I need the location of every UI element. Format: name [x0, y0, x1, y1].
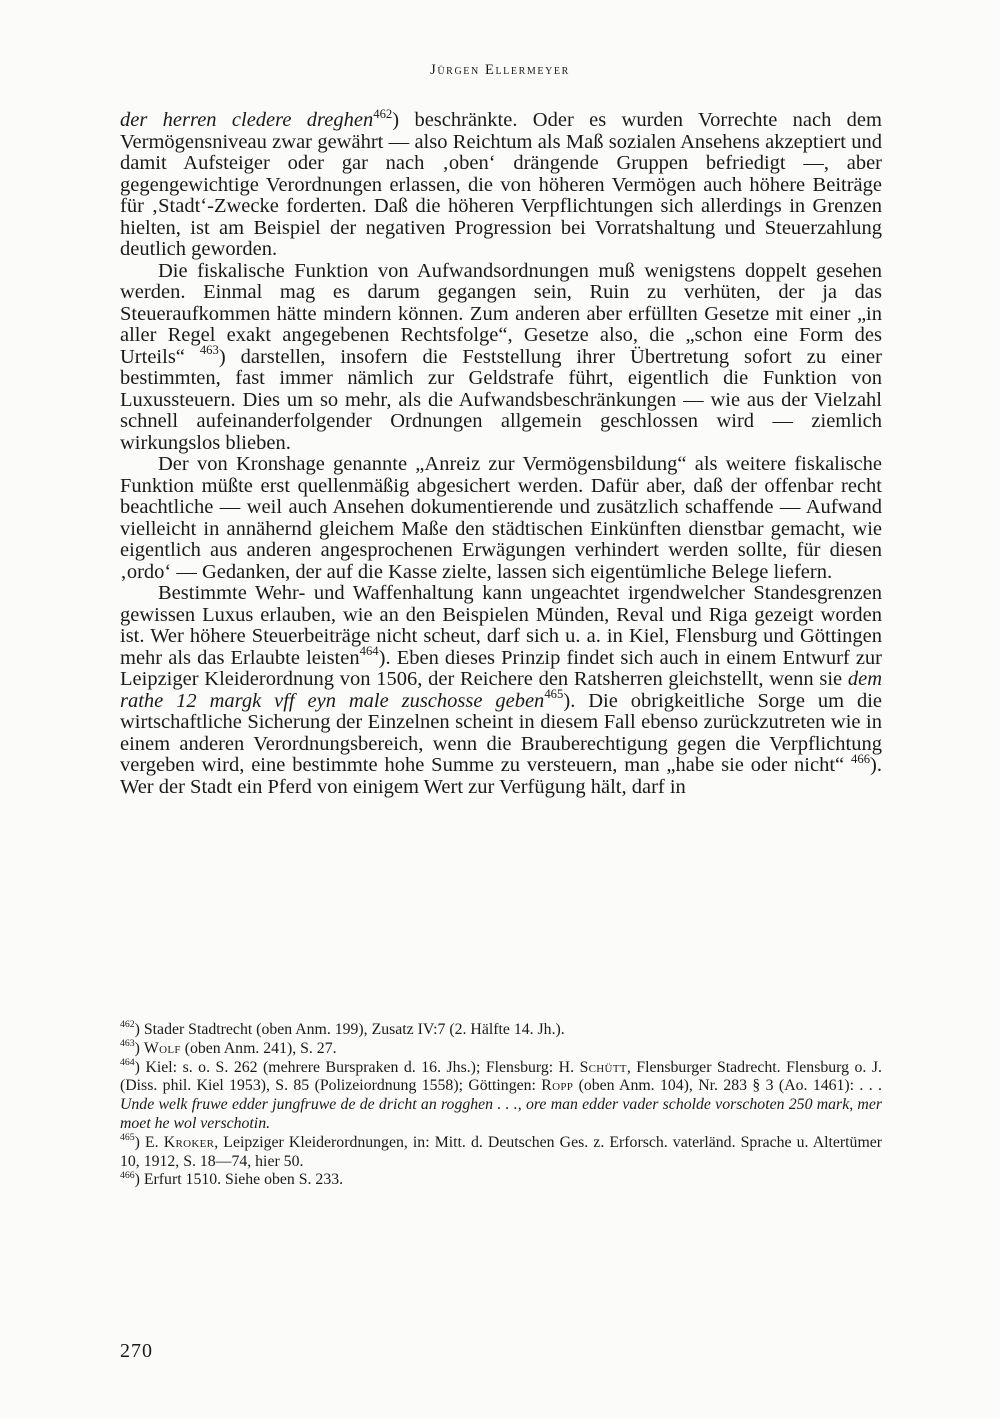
footnote-text: , Flensburger Stadrecht. Flensburg o. J. (Diss. phil. Kiel 1953), S. 85 (Polizeiordnung 1558); Göttingen:	[120, 1058, 883, 1095]
paragraph-3	[120, 454, 882, 583]
paragraph-text: ). Die obrigkeitliche Sorge um die wirtschaftliche Sicherung der Einzelnen scheint in diesem Fall ebenso zurückzutreten wie in einem anderen Verordnungsbereich, wenn die Brauberechtigung gegen die Verpflichtung vergeben wird, eine bestimmte hohe Summe zu versteuern, man „habe sie oder nicht“	[120, 689, 882, 776]
author-name: Schütt	[579, 1058, 627, 1076]
main-text	[120, 106, 883, 798]
footnote-text: (oben Anm. 104), Nr. 283 § 3 (Ao. 1461): . . .	[573, 1077, 883, 1095]
footnote-ref: 462	[373, 106, 393, 121]
footnote-462	[120, 1021, 882, 1040]
footnote-text: ) E.	[134, 1133, 164, 1151]
footnote-text: ) Stader Stadtrecht (oben Anm. 199), Zusatz IV:7 (2. Hälfte 14. Jh.).	[134, 1021, 565, 1038]
footnote-466	[120, 1171, 882, 1190]
author-name: Wolf	[143, 1039, 181, 1057]
paragraph-text: Der von Kronshage genannte „Anreiz zur Vermögensbildung“ als weitere fiskalische Funktion müßte erst quellenmäßig abgesichert werden. Dafür aber, daß der offenbar recht beachtliche — weil auch Ansehen dokumentierende und zusätzlich schaffende — Aufwand vielleicht in annähernd gleichem Maße den städtischen Einkünften dienstbar gemacht, wie eigentlich aus anderen angesprochenen Erwägungen verhindert werden sollte, für diesen ‚ordo‘ — Gedanken, der auf die Kasse zielte, lassen sich eigentümliche Belege liefern.	[120, 453, 882, 583]
page-number: 270	[120, 1340, 153, 1362]
paragraph-text: ) darstellen, insofern die Feststellung ihrer Übertretung sofort zu einer bestimmten, fast immer nämlich zur Geldstrafe führt, eigentlich die Funktion von Luxussteuern. Dies um so mehr, als die Aufwandsbeschränkungen — wie aus der Vielzahl schnell aufeinanderfolgender Ordnungen allgemein geschlossen wird — ziemlich wirkungslos blieben.	[120, 345, 882, 454]
footnote-463: $^{463}$) Wolf (oben Anm. 241), S. 27.	[120, 1038, 337, 1057]
footnote-number: 466	[120, 1169, 135, 1181]
footnote-text: ) Erfurt 1510. Siehe oben S. 233.	[134, 1171, 344, 1189]
footnote-464	[120, 1056, 883, 1134]
italic-quote: Unde welk fruwe edder jungfruwe de de dricht an rogghen . . ., ore man edder vader scholde vorschoten 250 mark, mer moet he wol verschotin.	[120, 1096, 882, 1132]
paragraph-text: ). Wer der Stadt ein Pferd von einigem Wert zur Verfügung hält, darf in	[120, 754, 882, 798]
paragraph-text: ) beschränkte. Oder es wurden Vorrechte nach dem Vermögensniveau zwar gewährt — also Reichtum als Maß sozialen Ansehens akzeptiert und damit Aufsteiger oder gar nach ‚oben‘ drängende Gruppen befriedigt —, aber gegengewichtige Verordnungen erlassen, die von höheren Vermögen auch höhere Beiträge für ‚Stadt‘-Zwecke forderten. Daß die höheren Verpflichtungen sich allerdings in Grenzen hielten, ist am Beispiel der negativen Progression bei Vorratshaltung und Steuerzahlung deutlich geworden.	[120, 109, 882, 260]
running-header: Jürgen Ellermeyer	[430, 62, 570, 78]
paragraph-text: Die fiskalische Funktion von Aufwandsordnungen muß wenigstens doppelt gesehen werden. Einmal mag es darum gegangen sein, Ruin zu verhüten, der ja das Steueraufkommen hätte mindern können. Zum anderen aber erfüllten Gesetze mit einer „in aller Regel exakt angegebenen Rechtsfolge“, Gesetze also, die „schon eine Form des Urteils“	[120, 259, 882, 368]
footnote-number: 464	[120, 1056, 135, 1068]
footnote-ref: 466	[850, 751, 871, 766]
author-name: Ropp	[541, 1077, 574, 1095]
footnote-465	[120, 1134, 882, 1172]
footnote-ref: 464	[359, 644, 379, 659]
footnote-number: 463	[120, 1038, 135, 1050]
footnote-text: (oben Anm. 241), S. 27.	[180, 1039, 337, 1057]
author-name: Kroker	[163, 1133, 215, 1151]
footnote-text: ) Kiel: s. o. S. 262 (mehrere Burspraken d. 16. Jhs.); Flensburg: H.	[134, 1058, 580, 1076]
footnote-text: , Leipziger Kleiderordnungen, in: Mitt. d. Deutschen Ges. z. Erforsch. vaterländ. Sprache u. Altertümer 10, 1912, S. 18—74, hier 50.	[120, 1133, 882, 1170]
footnote-number: 465	[120, 1132, 135, 1144]
footnotes	[120, 1021, 882, 1190]
italic-quote: der herren cledere dreghen	[120, 109, 374, 131]
footnote-ref: 463	[199, 343, 219, 358]
paragraph-text: Bestimmte Wehr- und Waffenhaltung kann ungeachtet irgendwelcher Standesgrenzen gewissen Luxus erlauben, wie an den Beispielen Münden, Reval und Riga gezeigt worden ist. Wer höhere Steuerbeiträge nicht scheut, darf sich u. a. in Kiel, Flensburg und Göttingen mehr als das Erlaubte leisten	[120, 582, 882, 669]
footnote-number: 462	[120, 1019, 135, 1031]
footnote-ref: 465	[544, 687, 564, 702]
paragraph-1	[120, 106, 882, 261]
paragraph-2	[120, 261, 882, 455]
paragraph-text: ). Eben dieses Prinzip findet sich auch in einem Entwurf zur Leipziger Kleiderordnung von 1506, der Reichere den Ratsherren gleichstellt, wenn sie	[120, 646, 883, 690]
italic-quote: dem rathe 12 margk vff eyn male zuschosse geben	[120, 668, 882, 712]
paragraph-4	[120, 583, 882, 798]
